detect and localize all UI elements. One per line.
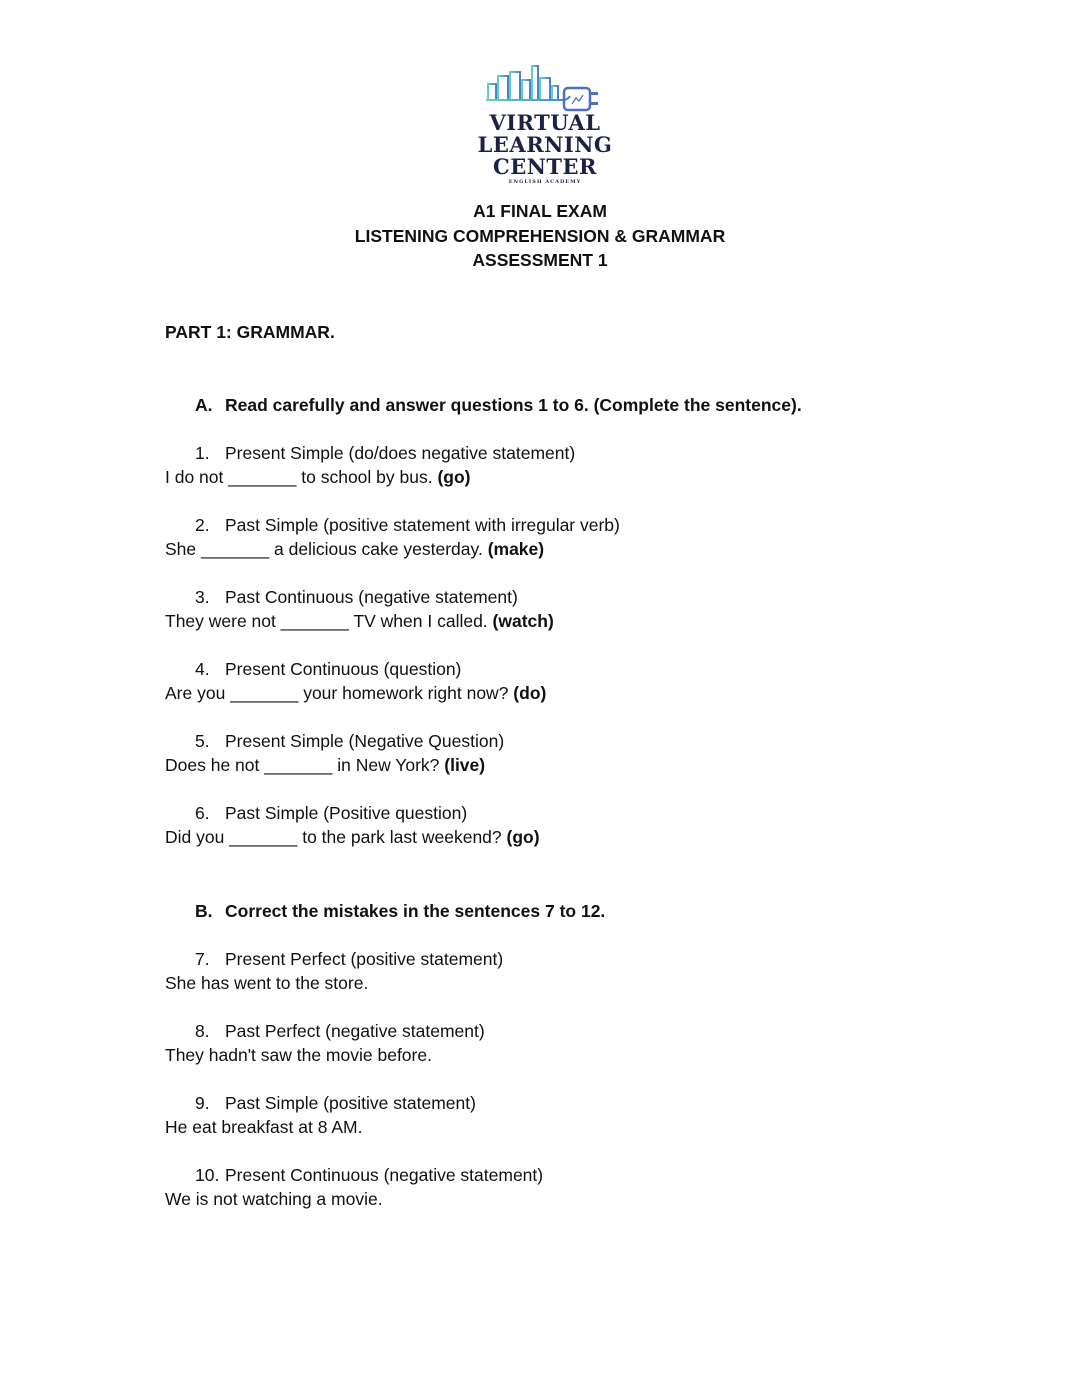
question-label: Past Simple (positive statement) — [225, 1093, 476, 1113]
question-label: Present Simple (do/does negative statement) — [225, 443, 576, 463]
sentence-text: They were not — [165, 611, 281, 631]
question-label: Past Perfect (negative statement) — [225, 1021, 485, 1041]
part-heading: PART 1: GRAMMAR. — [165, 322, 335, 342]
section-a-instruction: Read carefully and answer questions 1 to 6. (Complete the sentence). — [225, 395, 802, 415]
question-label: Past Continuous (negative statement) — [225, 587, 518, 607]
answer-blank[interactable]: _______ — [228, 467, 297, 487]
question-label: Present Continuous (question) — [225, 659, 462, 679]
question-number: 3. — [195, 587, 210, 607]
question-label: Past Simple (positive statement with irregular verb) — [225, 515, 620, 535]
logo-text-center: CENTER — [492, 154, 597, 179]
exam-subtitle: LISTENING COMPREHENSION & GRAMMAR — [354, 226, 726, 246]
verb-hint: (watch) — [492, 611, 554, 631]
question-label: Present Simple (Negative Question) — [225, 731, 505, 751]
sentence-text: a delicious cake yesterday. — [269, 539, 488, 559]
question-item — [0, 947, 1080, 995]
question-sentence — [165, 753, 485, 777]
section-b-marker: B. — [195, 901, 213, 921]
answer-blank[interactable]: _______ — [280, 611, 349, 631]
verb-hint: (go) — [437, 467, 471, 487]
incorrect-sentence: They hadn't saw the movie before. — [165, 1045, 432, 1065]
answer-blank[interactable]: _______ — [230, 683, 299, 703]
answer-blank[interactable]: _______ — [229, 827, 298, 847]
question-item — [0, 1091, 1080, 1139]
question-item — [0, 657, 1080, 705]
question-sentence — [165, 825, 540, 849]
question-number: 4. — [195, 659, 210, 679]
question-sentence — [165, 465, 471, 489]
verb-hint: (live) — [444, 755, 486, 775]
question-label: Present Continuous (negative statement) — [225, 1165, 544, 1185]
question-sentence — [165, 537, 544, 561]
question-sentence — [165, 681, 546, 705]
incorrect-sentence: We is not watching a movie. — [165, 1189, 383, 1209]
question-number: 6. — [195, 803, 210, 823]
answer-blank[interactable]: _______ — [201, 539, 270, 559]
sentence-text: to school by bus. — [296, 467, 438, 487]
sentence-text: your homework right now? — [298, 683, 514, 703]
section-a-marker: A. — [195, 395, 213, 415]
city-plug-icon — [470, 62, 620, 112]
question-number: 5. — [195, 731, 210, 751]
assessment-label: ASSESSMENT 1 — [472, 250, 608, 270]
question-sentence — [165, 609, 554, 633]
question-number: 1. — [195, 443, 210, 463]
sentence-text: Does he not — [165, 755, 265, 775]
answer-blank[interactable]: _______ — [264, 755, 333, 775]
question-label: Past Simple (Positive question) — [225, 803, 468, 823]
sentence-text: TV when I called. — [348, 611, 493, 631]
question-item — [0, 729, 1080, 777]
verb-hint: (do) — [513, 683, 547, 703]
sentence-text: in New York? — [332, 755, 445, 775]
sentence-text: Did you — [165, 827, 230, 847]
verb-hint: (make) — [487, 539, 545, 559]
sentence-text: to the park last weekend? — [297, 827, 507, 847]
question-label: Present Perfect (positive statement) — [225, 949, 504, 969]
logo-text-virtual: VIRTUAL — [489, 110, 601, 135]
incorrect-sentence: She has went to the store. — [165, 973, 369, 993]
question-number: 2. — [195, 515, 210, 535]
section-b-instruction: Correct the mistakes in the sentences 7 to 12. — [225, 901, 606, 921]
question-number: 10. — [195, 1165, 220, 1185]
sentence-text: I do not — [165, 467, 229, 487]
question-number: 7. — [195, 949, 210, 969]
exam-title: A1 FINAL EXAM — [473, 201, 607, 221]
logo-tagline: ENGLISH ACADEMY — [508, 179, 582, 185]
question-number: 9. — [195, 1093, 210, 1113]
question-item — [0, 585, 1080, 633]
question-item — [0, 1163, 1080, 1211]
sentence-text: She — [165, 539, 201, 559]
incorrect-sentence: He eat breakfast at 8 AM. — [165, 1117, 363, 1137]
sentence-text: Are you — [165, 683, 231, 703]
logo-text-learning: LEARNING — [477, 132, 613, 157]
question-item — [0, 1019, 1080, 1067]
question-number: 8. — [195, 1021, 210, 1041]
question-item — [0, 513, 1080, 561]
verb-hint: (go) — [506, 827, 540, 847]
question-item — [0, 441, 1080, 489]
virtual-learning-center-logo — [470, 62, 620, 190]
question-item — [0, 801, 1080, 849]
